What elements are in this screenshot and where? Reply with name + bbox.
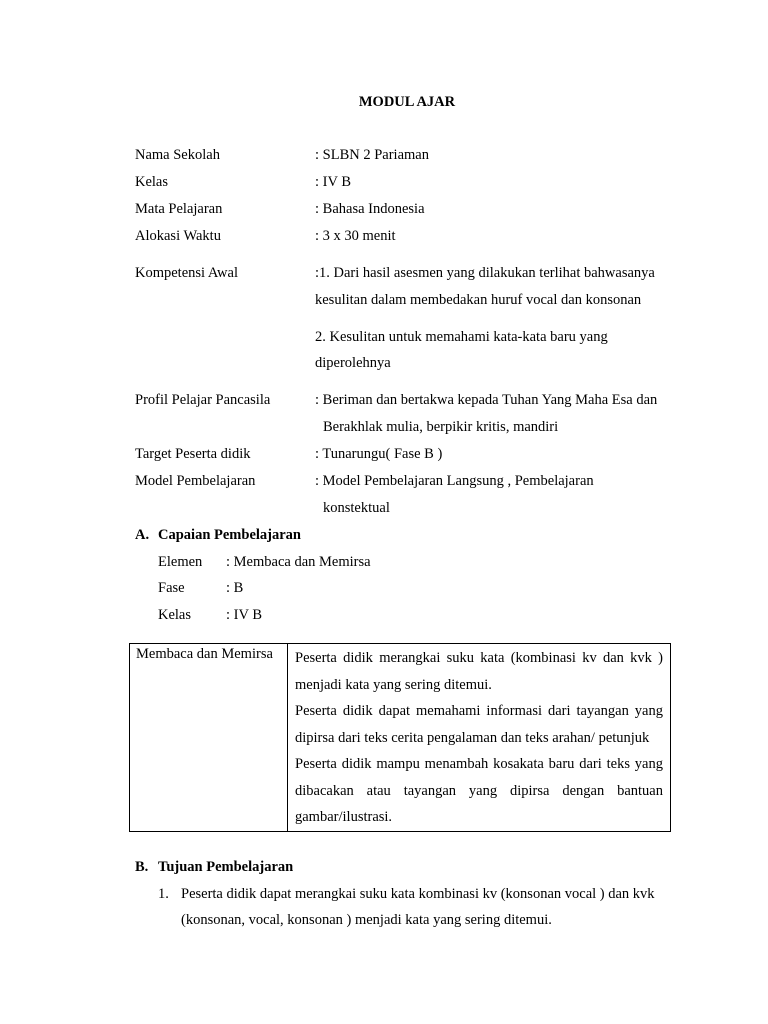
target-value: : Tunarungu( Fase B ) bbox=[315, 446, 443, 462]
kompetensi-line: kesulitan dalam membedakan huruf vocal dan konsonan bbox=[315, 292, 642, 308]
model-line: konstektual bbox=[323, 500, 390, 516]
model-line: : Model Pembelajaran Langsung , Pembelajaran bbox=[315, 473, 594, 489]
profil-line: : Beriman dan bertakwa kepada Tuhan Yang Maha Esa dan bbox=[315, 392, 658, 408]
section-b-letter: B. bbox=[135, 859, 149, 875]
list-item-line: (konsonan, vocal, konsonan ) menjadi kata yang sering ditemui. bbox=[181, 912, 552, 928]
section-b-heading: Tujuan Pembelajaran bbox=[158, 859, 294, 875]
info-label-school: Nama Sekolah bbox=[135, 147, 220, 163]
profil-line: Berakhlak mulia, berpikir kritis, mandiri bbox=[323, 419, 559, 435]
kompetensi-label: Kompetensi Awal bbox=[135, 265, 238, 281]
document-title: MODUL AJAR bbox=[358, 94, 456, 110]
capaian-paragraph: Peserta didik mampu menambah kosakata baru dari teks yang dibacakan atau tayangan yang dipirsa dengan bantuan gambar/ilustrasi. bbox=[295, 756, 663, 825]
profil-label: Profil Pelajar Pancasila bbox=[135, 392, 271, 408]
info-value-subject: : Bahasa Indonesia bbox=[315, 201, 425, 217]
kompetensi-line: :1. Dari hasil asesmen yang dilakukan terlihat bahwasanya bbox=[315, 265, 655, 281]
table-cell-description bbox=[288, 644, 671, 832]
list-item-number: 1. bbox=[158, 886, 169, 902]
capaian-paragraph: Peserta didik dapat memahami informasi dari tayangan yang dipirsa dari teks cerita pengalaman dan teks arahan/ petunjuk bbox=[295, 703, 663, 746]
info-value-school: : SLBN 2 Pariaman bbox=[315, 147, 429, 163]
capaian-paragraph: Peserta didik merangkai suku kata (kombinasi kv dan kvk ) menjadi kata yang sering ditemui. bbox=[295, 650, 663, 693]
info-label-subject: Mata Pelajaran bbox=[135, 201, 223, 217]
kelas-label: Kelas bbox=[158, 607, 192, 623]
table-cell-element bbox=[130, 644, 288, 832]
list-item-line: Peserta didik dapat merangkai suku kata kombinasi kv (konsonan vocal ) dan kvk bbox=[181, 886, 655, 902]
table-row bbox=[130, 644, 671, 832]
kompetensi-line: 2. Kesulitan untuk memahami kata-kata baru yang bbox=[315, 329, 608, 345]
element-label: Elemen bbox=[158, 554, 203, 570]
model-label: Model Pembelajaran bbox=[135, 473, 256, 489]
info-value-class: : IV B bbox=[315, 174, 351, 190]
target-label: Target Peserta didik bbox=[135, 446, 251, 462]
fase-label: Fase bbox=[158, 580, 185, 596]
section-a-letter: A. bbox=[135, 527, 150, 543]
kelas-value: : IV B bbox=[226, 607, 262, 623]
info-label-class: Kelas bbox=[135, 174, 169, 190]
info-label-time: Alokasi Waktu bbox=[135, 228, 221, 244]
info-value-time: : 3 x 30 menit bbox=[315, 228, 396, 244]
fase-value: : B bbox=[226, 580, 244, 596]
element-value: : Membaca dan Memirsa bbox=[226, 554, 371, 570]
capaian-table bbox=[129, 643, 671, 832]
section-a-heading: Capaian Pembelajaran bbox=[158, 527, 301, 543]
element-name: Membaca dan Memirsa bbox=[136, 646, 273, 662]
kompetensi-line: diperolehnya bbox=[315, 355, 391, 371]
